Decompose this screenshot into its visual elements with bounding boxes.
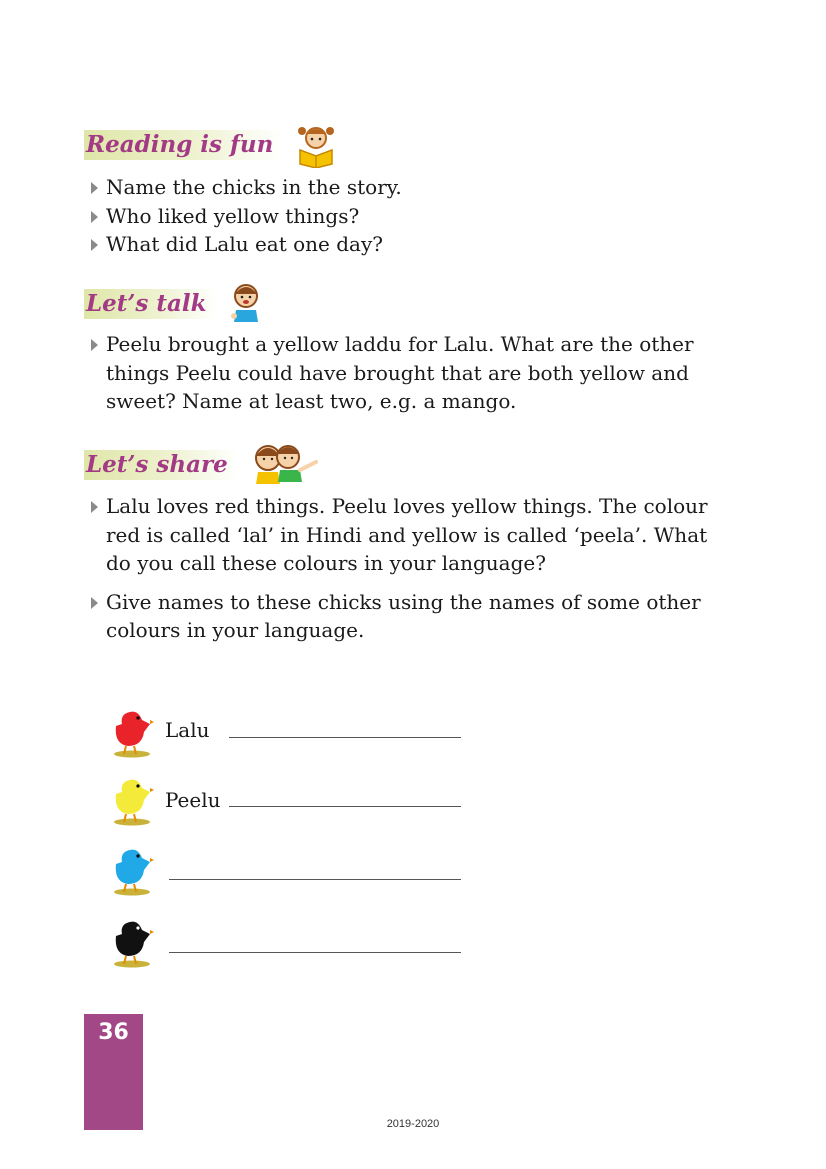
page-number-bar bbox=[84, 1014, 143, 1130]
chick-name-lalu: Lalu bbox=[165, 718, 210, 742]
talk-question-list bbox=[88, 330, 708, 416]
two-children-icon bbox=[246, 440, 320, 486]
footer-year: 2019-2020 bbox=[386, 1118, 440, 1130]
page-number: 36 bbox=[98, 1020, 129, 1045]
heading-lets-share: Let’s share bbox=[84, 450, 238, 480]
heading-lets-talk: Let’s talk bbox=[84, 289, 217, 319]
answer-line[interactable] bbox=[229, 737, 461, 738]
red-chick-icon bbox=[110, 704, 154, 758]
bullet-arrow-icon bbox=[91, 501, 98, 513]
list-item: Who liked yellow things? bbox=[88, 202, 708, 231]
answer-line[interactable] bbox=[169, 879, 461, 880]
share-question-list bbox=[88, 492, 708, 645]
reading-question-list bbox=[88, 173, 708, 259]
list-item: Give names to these chicks using the names of some other colours in your language. bbox=[88, 588, 708, 645]
yellow-chick-icon bbox=[110, 772, 154, 826]
bullet-arrow-icon bbox=[91, 339, 98, 351]
list-item: Name the chicks in the story. bbox=[88, 173, 708, 202]
bullet-arrow-icon bbox=[91, 211, 98, 223]
black-chick-icon bbox=[110, 914, 154, 968]
bullet-arrow-icon bbox=[91, 182, 98, 194]
answer-line[interactable] bbox=[229, 806, 461, 807]
bullet-arrow-icon bbox=[91, 239, 98, 251]
heading-reading-is-fun: Reading is fun bbox=[84, 130, 283, 160]
answer-line[interactable] bbox=[169, 952, 461, 953]
blue-chick-icon bbox=[110, 842, 154, 896]
list-item: What did Lalu eat one day? bbox=[88, 230, 708, 259]
bullet-arrow-icon bbox=[91, 597, 98, 609]
list-item: Peelu brought a yellow laddu for Lalu. What are the other things Peelu could have brought that are both yellow and sweet? Name at least two, e.g. a mango. bbox=[88, 330, 708, 416]
list-item: Lalu loves red things. Peelu loves yellow things. The colour red is called ‘lal’ in Hindi and yellow is called ‘peela’. What do you call these colours in your language? bbox=[88, 492, 708, 578]
talking-boy-icon bbox=[226, 282, 266, 326]
reading-girl-icon bbox=[294, 124, 338, 168]
chick-name-peelu: Peelu bbox=[165, 788, 221, 812]
